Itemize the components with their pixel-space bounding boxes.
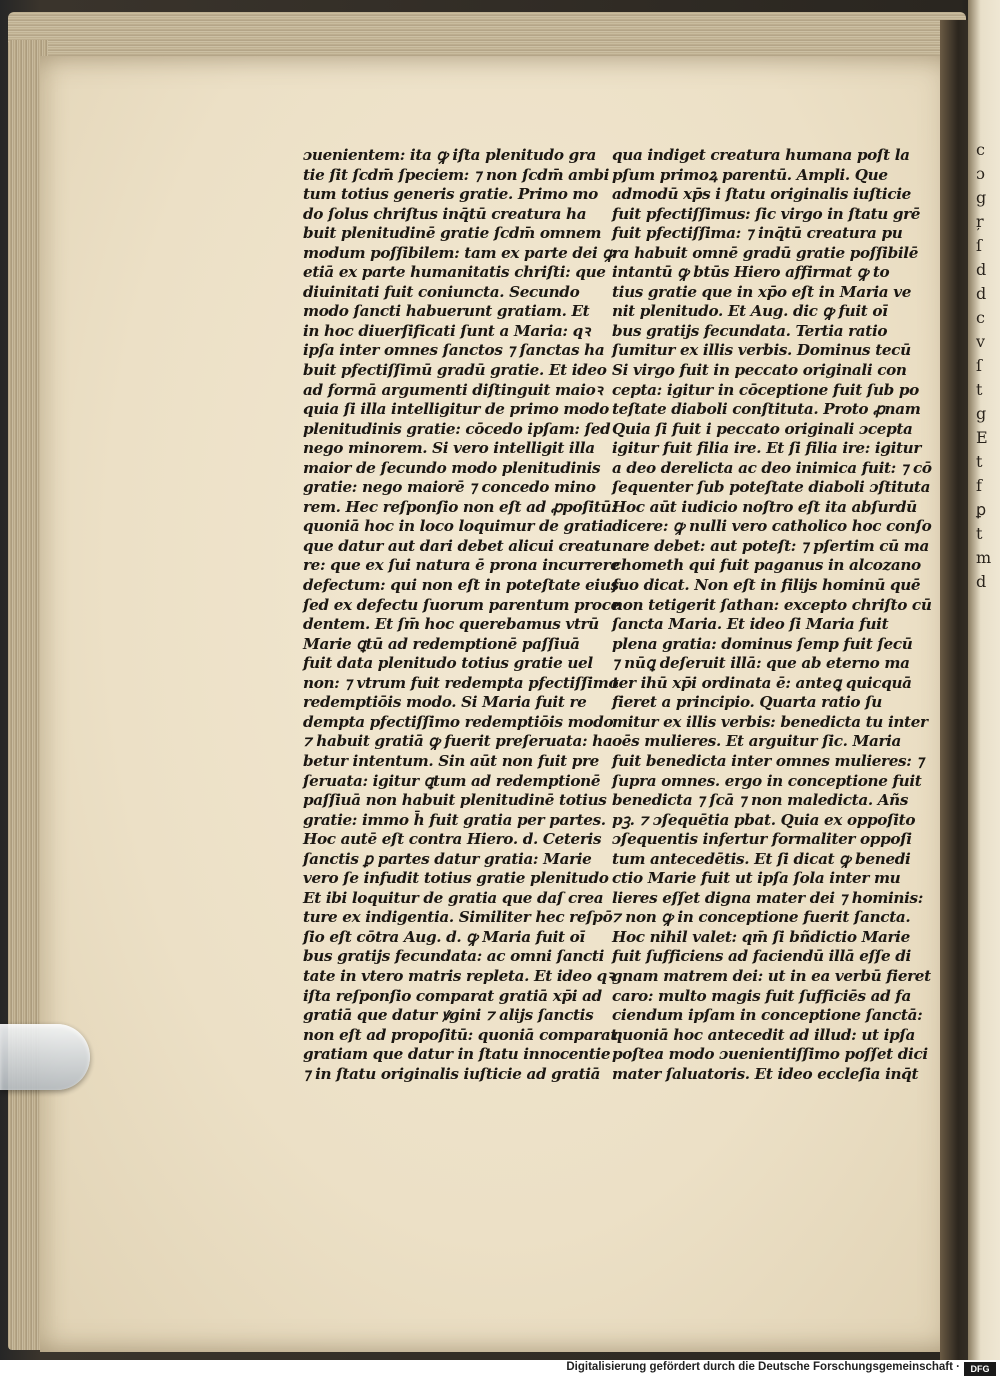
facing-page-glyph: d [976,572,987,591]
text-line: do ſolus chriſtus inq̄tū creatura ha [303,204,587,223]
text-line: bus gratijs fecundata: ac omni ſancti [303,947,604,966]
text-line: dentem. Et ſm̄ hoc querebamus vtrū [303,615,599,634]
text-line: ſanctis ꝑ partes datur gratia: Marie [303,849,592,868]
text-line: gratiam que datur in ſtatu innocentie [303,1045,611,1064]
text-line: maior de ſecundo modo plenitudinis [303,458,601,477]
text-column-right [612,146,932,1084]
text-line: dicere: ꝙ nulli vero catholico hoc conſo [612,517,932,536]
text-line: fuit pfectiſſimus: ſic virgo in ſtatu grē [612,204,921,223]
text-line: ſumitur ex illis verbis. Dominus tecū [612,341,911,360]
text-line: ſupra omnes. ergo in conceptione fuit [612,771,922,790]
text-line: Si virgo fuit in peccato originali con [612,361,907,380]
text-line: non tetigerit ſathan: excepto chriſto cū [612,595,932,614]
text-line: poſtea modo ɔuenientiſſimo poſſet dici [612,1045,928,1064]
facing-page-glyph: E [976,428,988,447]
text-line: tie ſit ſcdm̄ ſpeciem: ⁊ non ſcdm̄ ambi [303,165,610,184]
text-line: Quia ſi fuit i peccato originali ɔcepta [612,419,913,438]
text-line: ipſa inter omnes ſanctos ⁊ ſanctas ha [303,341,605,360]
text-line: cepta: igitur in cōceptione fuit ſub po [612,380,919,399]
text-column-left [303,146,624,1084]
text-line: ɔſequentis infertur formaliter oppoſi [612,830,912,849]
facing-page-glyph: ŗ [976,212,984,231]
facing-page-glyph: f [976,476,982,495]
funding-credit: Digitalisierung gefördert durch die Deutsche Forschungsgemeinschaft · [566,1361,960,1373]
text-line: Hoc aūt iudicio noſtro eſt ita abſurdū [612,497,917,516]
text-line: rem. Hec reſponſio non eſt ad ꝓpoſitū: [303,497,617,516]
page-clip-holder [0,1024,90,1090]
text-line: bus gratijs fecundata. Tertia ratio [612,321,888,340]
facing-page-glyph: g [976,188,987,207]
facing-page-glyph: c [976,308,985,327]
text-line: ſeruata: igitur ꝗtum ad redemptionē [303,771,601,790]
footer-bar [0,1360,1000,1378]
text-line: fuit ſufficiens ad faciendū illā eſſe di [612,947,911,966]
facing-page-glyph: c [976,140,985,159]
facing-page-glyph: t [976,380,983,399]
text-line: gnam matrem dei: ut in ea verbū fieret [612,966,931,985]
text-line: gratiā que datur ꝟgini ⁊ alijs ſanctis [303,1006,594,1025]
text-line: ⁊ non ꝙ in conceptione fuerit ſancta. [612,908,911,927]
text-line: plenitudinis gratie: cōcedo ipſam: ſed [303,419,611,438]
text-line: ⁊ in ſtatu originalis iuſticie ad gratiā [303,1064,601,1083]
facing-page-glyph: d [976,260,987,279]
text-line: iſta reſponſio comparat gratiā xp̄i ad [303,986,602,1005]
text-line: oēs mulieres. Et arguitur ſic. Maria [612,732,902,751]
text-line: etiā ex parte humanitatis chriſti: que [303,263,606,282]
facing-page-glyph: ɔ [976,164,985,183]
text-line: fuit data plenitudo totius gratie uel [303,654,593,673]
text-line: ſancta Maria. Et ideo ſi Maria fuit [612,615,889,634]
text-line: a deo derelicta ac deo inimica fuit: ⁊ cō [612,458,932,477]
text-line: quia ſi illa intelligitur de primo modo [303,400,609,419]
facing-page-glyph: t [976,452,983,471]
text-line: ſuo dicat. Non eſt in filijs hominū quē [612,576,921,595]
text-line: Et ibi loquitur de gratia que daſ crea [303,888,604,907]
text-line: teſtate diaboli conſtituta. Proto ꝓnam [612,400,921,419]
text-line: buit pfectiſſimū gradū gratie. Et ideo [303,361,607,380]
text-line: gratie: immo h̄ fuit gratia per partes. [303,810,606,829]
text-line: dempta pfectiſſimo redemptiōis modo [303,712,614,731]
text-line: fieret a principio. Quarta ratio ſu [612,693,882,712]
text-line: ad formā argumenti diſtinguit maioꝛ [303,380,603,399]
text-line: modum poſſibilem: tam ex parte dei ꝙ [303,243,614,262]
facing-page-glyph: m [976,548,992,567]
text-line: non: ⁊ vtrum fuit redempta pfectiſſimo [303,673,619,692]
facing-page-glyph: g [976,404,987,423]
text-line: ⁊ habuit gratiā ꝙ fuerit preſeruata: ha [303,732,613,751]
text-line: admodū xp̄s i ſtatu originalis iuſticie [612,185,911,204]
text-line: pꝫ. ⁊ ɔſequētia pbat. Quia ex oppoſito [612,810,916,829]
text-line: caro: multo magis fuit ſufficiēs ad fa [612,986,911,1005]
text-line: fuit pfectiſſima: ⁊ inq̄tū creatura pu [612,224,903,243]
text-line: tate in vtero matris repleta. Et ideo qꝛ [303,966,614,985]
text-line: qua indiget creatura humana poſt la [612,146,910,164]
text-line: redemptiōis modo. Si Maria fuit re [303,693,587,712]
text-line: vero ſe infudit totius gratie plenitudo [303,869,609,888]
text-line: pſum primoꝝ parentū. Ampli. Que [612,165,888,184]
facing-page-glyph: d [976,284,987,303]
text-line: gratie: nego maiorē ⁊ concedo mino [303,478,596,497]
text-line: paſſiuā non habuit plenitudinē totius [303,791,607,810]
text-line: Hoc autē eſt contra Hiero. d. Ceteris [303,830,602,849]
text-line: buit plenitudinē gratie ſcdm̄ omnem [303,224,602,243]
text-line: ter ihū xp̄i ordinata ē: anteꝗ quicquā [612,673,912,692]
text-line: ſio eſt cōtra Aug. d. ꝙ Maria fuit oī [303,927,585,946]
text-line: fuit benedicta inter omnes mulieres: ⁊ [612,751,924,770]
facing-page-glyph: v [976,332,986,351]
text-line: benedicta ⁊ ſcā ⁊ non maledicta. Añs [612,791,909,810]
text-line: re: que ex ſui natura ē prona incurrere [303,556,620,575]
text-line: intantū ꝙ btūs Hiero affirmat ꝙ to [612,263,890,282]
text-line: ra habuit omnē gradū gratie poſſibilē [612,243,919,262]
facing-page-glyph: t [976,524,983,543]
text-line: tum antecedētis. Et ſi dicat ꝙ benedi [612,849,911,868]
dfg-logo: DFG [964,1362,996,1376]
text-line: igitur fuit filia ire. Et ſi filia ire: igitur [612,439,922,458]
text-line: non eſt ad propoſitū: quoniā comparat [303,1025,618,1044]
text-line: defectum: qui non eſt in poteſtate eius: [303,576,624,595]
text-line: ⁊ nūꝗ deſeruit illā: que ab eterno ma [612,654,910,673]
facing-page-strip [968,0,1000,1360]
facing-page-glyph: ſ [976,356,982,375]
facing-page-glyph: ꝑ [976,500,987,519]
text-line: tius gratie que in xp̄o eſt in Maria ve [612,282,912,301]
text-line: betur intentum. Sin aūt non fuit pre [303,751,599,770]
text-line: nego minorem. Si vero intelligit illa [303,439,595,458]
text-line: ture ex indigentia. Similiter hec reſpō [303,908,613,927]
text-line: in hoc diuerſificati ſunt a Maria: qꝛ [303,321,590,340]
text-line: diuinitati fuit coniuncta. Secundo [303,282,580,301]
text-line: Marie ꝗtū ad redemptionē paſſiuā [303,634,580,653]
text-line: ciendum ipſam in conceptione ſanctā: [612,1006,923,1025]
text-line: tum totius generis gratie. Primo mo [303,185,598,204]
text-line: modo ſancti habuerunt gratiam. Et [303,302,590,321]
text-line: quoniā hoc antecedit ad illud: ut ipſa [612,1025,916,1044]
text-line: mater ſaluatoris. Et ideo eccleſia inq̄t [612,1064,919,1083]
text-line: chometh qui fuit paganus in alcozano [612,556,921,575]
text-line: plena gratia: dominus ſemp fuit ſecū [612,634,913,653]
text-line: que datur aut dari debet alicui creatu [303,536,612,555]
text-line: ɔuenientem: ita ꝙ iſta plenitudo gra [303,146,596,164]
text-line: nare debet: aut poteſt: ⁊ pſertim cū ma [612,536,929,555]
text-line: mitur ex illis verbis: benedicta tu inter [612,712,928,731]
text-line: Hoc nihil valet: qm̄ ſi bñdictio Marie [612,927,910,946]
text-line: ſequenter ſub poteſtate diaboli ɔſtituta [612,478,931,497]
facing-page-glyph: ſ [976,236,982,255]
text-line: ſed ex defectu ſuorum parentum proce [303,595,620,614]
text-line: lieres eſſet digna mater dei ⁊ hominis: [612,888,923,907]
text-line: quoniā hoc in loco loquimur de gratia [303,517,613,536]
text-line: ctio Marie fuit ut ipſa ſola inter mu [612,869,901,888]
text-line: nit plenitudo. Et Aug. dic ꝙ fuit oī [612,302,888,321]
